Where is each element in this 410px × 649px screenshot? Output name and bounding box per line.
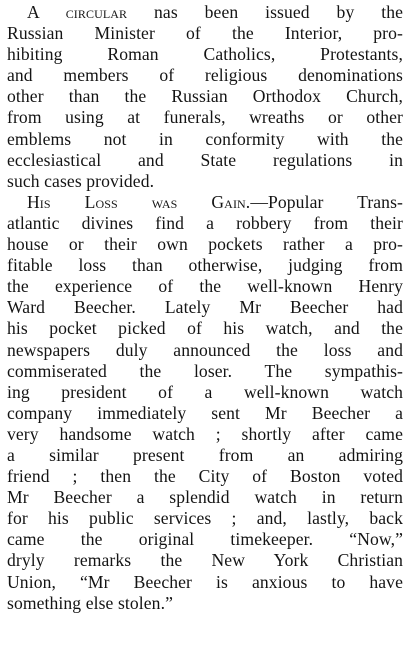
text-line: Russian Minister of the Interior, pro- [7,23,403,44]
text-line: ing president of a well-known watch [7,381,403,402]
text-line: Union, “Mr Beecher is anxious to have [7,571,403,592]
lead-in-small-caps: A circular [27,2,128,22]
text-line: Mr Beecher a splendid watch in return [7,487,403,508]
text-line: something else stolen.” [7,592,173,613]
lead-in-small-caps: His Loss was Gain. [27,191,251,212]
text-line: for his public services ; and, lastly, back [7,508,403,529]
text-line: atlantic divines find a robbery from their [7,212,403,233]
text-line: dryly remarks the New York Christian [7,550,403,571]
text-line: ecclesiastical and State regulations in [7,149,403,170]
text-line: the experience of the well-known Henry [7,276,403,297]
text-line: fitable loss than otherwise, judging from [7,255,403,276]
text-line: came the original timekeeper. “Now,” [7,529,403,550]
text-line: hibiting Roman Catholics, Protestants, [7,44,403,65]
text-line: very handsome watch ; shortly after came [7,423,403,444]
text-line: and members of religious denominations [7,65,403,86]
paragraph-circular [7,2,403,192]
text-line: Ward Beecher. Lately Mr Beecher had [7,297,403,318]
text-line: from using at funerals, wreaths or other [7,107,403,128]
text-line: A circular nas been issued by the [27,2,403,22]
text-line: newspapers duly announced the loss and [7,339,403,360]
text-line: friend ; then the City of Boston voted [7,466,403,487]
text-line: company immediately sent Mr Beecher a [7,402,403,423]
text-line: commiserated the loser. The sympathis- [7,360,403,381]
text-line: His Loss was Gain.—Popular Trans- [27,191,403,212]
text-line: emblems not in conformity with the [7,128,403,149]
text-line: such cases provided. [7,170,155,191]
text-line: his pocket picked of his watch, and the [7,318,403,339]
paragraph-beecher [7,192,403,614]
text-line: a similar present from an admiring [7,444,403,465]
text-line: house or their own pockets rather a pro- [7,234,403,255]
text-line: other than the Russian Orthodox Church, [7,86,403,107]
newspaper-column [7,2,403,614]
